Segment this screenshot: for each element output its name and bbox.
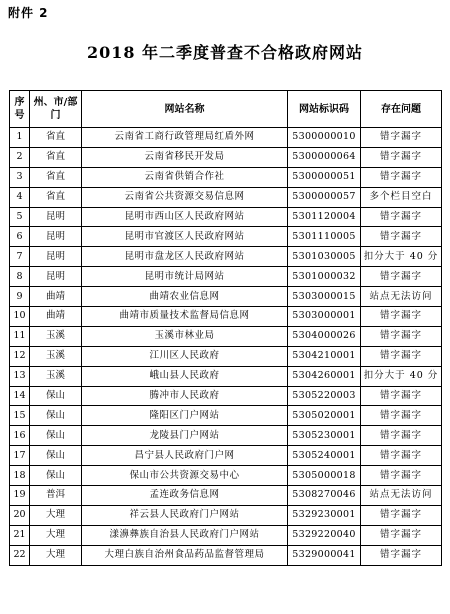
cell-seq: 12 bbox=[10, 346, 30, 366]
cell-site-code: 5305000018 bbox=[288, 466, 361, 486]
cell-site-name: 龙陵县门户网站 bbox=[82, 426, 288, 446]
cell-site-code: 5329230001 bbox=[288, 505, 361, 525]
cell-site-name: 云南省工商行政管理局红盾外网 bbox=[82, 128, 288, 148]
cell-site-name: 孟连政务信息网 bbox=[82, 486, 288, 506]
cell-site-code: 5329000041 bbox=[288, 545, 361, 565]
cell-issue: 扣分大于 40 分 bbox=[361, 366, 442, 386]
cell-issue: 错字漏字 bbox=[361, 505, 442, 525]
cell-site-code: 5301030005 bbox=[288, 247, 361, 267]
cell-issue: 错字漏字 bbox=[361, 207, 442, 227]
cell-site-name: 隆阳区门户网站 bbox=[82, 406, 288, 426]
cell-region: 保山 bbox=[30, 426, 82, 446]
cell-site-name: 曲靖农业信息网 bbox=[82, 287, 288, 307]
cell-region: 曲靖 bbox=[30, 287, 82, 307]
cell-seq: 14 bbox=[10, 386, 30, 406]
cell-issue: 错字漏字 bbox=[361, 525, 442, 545]
cell-site-name: 大理白族自治州食品药品监督管理局 bbox=[82, 545, 288, 565]
cell-seq: 4 bbox=[10, 187, 30, 207]
table-row bbox=[10, 326, 442, 346]
cell-site-code: 5305230001 bbox=[288, 426, 361, 446]
cell-site-code: 5308270046 bbox=[288, 486, 361, 506]
cell-site-name: 昆明市统计局网站 bbox=[82, 267, 288, 287]
cell-issue: 多个栏目空白 bbox=[361, 187, 442, 207]
cell-issue: 错字漏字 bbox=[361, 307, 442, 327]
cell-issue: 错字漏字 bbox=[361, 466, 442, 486]
header-site-name: 网站名称 bbox=[82, 91, 288, 128]
cell-region: 省直 bbox=[30, 147, 82, 167]
cell-site-name: 祥云县人民政府门户网站 bbox=[82, 505, 288, 525]
cell-issue: 错字漏字 bbox=[361, 386, 442, 406]
cell-region: 玉溪 bbox=[30, 346, 82, 366]
table-row bbox=[10, 167, 442, 187]
table-row bbox=[10, 307, 442, 327]
cell-site-name: 云南省公共资源交易信息网 bbox=[82, 187, 288, 207]
cell-site-name: 昆明市盘龙区人民政府网站 bbox=[82, 247, 288, 267]
cell-site-name: 峨山县人民政府 bbox=[82, 366, 288, 386]
cell-seq: 17 bbox=[10, 446, 30, 466]
cell-seq: 16 bbox=[10, 426, 30, 446]
header-site-code: 网站标识码 bbox=[288, 91, 361, 128]
cell-region: 省直 bbox=[30, 128, 82, 148]
cell-seq: 11 bbox=[10, 326, 30, 346]
cell-region: 昆明 bbox=[30, 247, 82, 267]
cell-site-code: 5301110005 bbox=[288, 227, 361, 247]
cell-region: 昆明 bbox=[30, 207, 82, 227]
cell-site-name: 云南省供销合作社 bbox=[82, 167, 288, 187]
cell-seq: 13 bbox=[10, 366, 30, 386]
cell-issue: 站点无法访问 bbox=[361, 287, 442, 307]
cell-issue: 错字漏字 bbox=[361, 128, 442, 148]
cell-region: 普洱 bbox=[30, 486, 82, 506]
cell-site-name: 昌宁县人民政府门户网 bbox=[82, 446, 288, 466]
cell-site-code: 5301000032 bbox=[288, 267, 361, 287]
cell-seq: 18 bbox=[10, 466, 30, 486]
cell-issue: 错字漏字 bbox=[361, 147, 442, 167]
cell-site-code: 5304210001 bbox=[288, 346, 361, 366]
cell-seq: 20 bbox=[10, 505, 30, 525]
cell-region: 保山 bbox=[30, 386, 82, 406]
cell-region: 大理 bbox=[30, 525, 82, 545]
table-row bbox=[10, 406, 442, 426]
cell-site-code: 5305240001 bbox=[288, 446, 361, 466]
cell-issue: 错字漏字 bbox=[361, 426, 442, 446]
cell-region: 曲靖 bbox=[30, 307, 82, 327]
cell-issue: 错字漏字 bbox=[361, 346, 442, 366]
cell-issue: 扣分大于 40 分 bbox=[361, 247, 442, 267]
cell-site-code: 5305220003 bbox=[288, 386, 361, 406]
cell-seq: 22 bbox=[10, 545, 30, 565]
table-row bbox=[10, 505, 442, 525]
cell-issue: 错字漏字 bbox=[361, 545, 442, 565]
cell-site-name: 昆明市官渡区人民政府网站 bbox=[82, 227, 288, 247]
table-row bbox=[10, 227, 442, 247]
table-row bbox=[10, 147, 442, 167]
table-row bbox=[10, 545, 442, 565]
table-row bbox=[10, 128, 442, 148]
cell-site-name: 曲靖市质量技术监督局信息网 bbox=[82, 307, 288, 327]
cell-seq: 1 bbox=[10, 128, 30, 148]
cell-seq: 19 bbox=[10, 486, 30, 506]
cell-seq: 7 bbox=[10, 247, 30, 267]
table-row bbox=[10, 525, 442, 545]
cell-region: 玉溪 bbox=[30, 326, 82, 346]
cell-site-code: 5300000010 bbox=[288, 128, 361, 148]
header-seq: 序号 bbox=[10, 91, 30, 128]
cell-seq: 2 bbox=[10, 147, 30, 167]
cell-site-code: 5304000026 bbox=[288, 326, 361, 346]
table-row bbox=[10, 267, 442, 287]
table-body bbox=[10, 128, 442, 566]
table-row bbox=[10, 426, 442, 446]
table-row bbox=[10, 466, 442, 486]
cell-site-code: 5303000001 bbox=[288, 307, 361, 327]
cell-site-code: 5300000051 bbox=[288, 167, 361, 187]
table-row bbox=[10, 486, 442, 506]
cell-site-code: 5329220040 bbox=[288, 525, 361, 545]
cell-seq: 9 bbox=[10, 287, 30, 307]
cell-seq: 8 bbox=[10, 267, 30, 287]
cell-site-code: 5300000064 bbox=[288, 147, 361, 167]
cell-site-name: 玉溪市林业局 bbox=[82, 326, 288, 346]
cell-issue: 站点无法访问 bbox=[361, 486, 442, 506]
cell-region: 保山 bbox=[30, 446, 82, 466]
table-row bbox=[10, 207, 442, 227]
cell-region: 省直 bbox=[30, 187, 82, 207]
table-row bbox=[10, 366, 442, 386]
cell-site-name: 江川区人民政府 bbox=[82, 346, 288, 366]
cell-site-code: 5301120004 bbox=[288, 207, 361, 227]
cell-site-name: 保山市公共资源交易中心 bbox=[82, 466, 288, 486]
cell-seq: 21 bbox=[10, 525, 30, 545]
cell-seq: 5 bbox=[10, 207, 30, 227]
cell-seq: 15 bbox=[10, 406, 30, 426]
cell-site-code: 5305020001 bbox=[288, 406, 361, 426]
cell-site-name: 漾濞彝族自治县人民政府门户网站 bbox=[82, 525, 288, 545]
page-title: 2018 年二季度普查不合格政府网站 bbox=[86, 43, 364, 62]
cell-region: 省直 bbox=[30, 167, 82, 187]
table-row bbox=[10, 386, 442, 406]
cell-region: 大理 bbox=[30, 545, 82, 565]
table-row bbox=[10, 346, 442, 366]
table-row bbox=[10, 287, 442, 307]
header-issue: 存在问题 bbox=[361, 91, 442, 128]
cell-issue: 错字漏字 bbox=[361, 326, 442, 346]
cell-issue: 错字漏字 bbox=[361, 227, 442, 247]
cell-region: 保山 bbox=[30, 406, 82, 426]
table-header-row bbox=[10, 91, 442, 128]
cell-region: 玉溪 bbox=[30, 366, 82, 386]
cell-site-name: 云南省移民开发局 bbox=[82, 147, 288, 167]
cell-region: 昆明 bbox=[30, 267, 82, 287]
cell-seq: 10 bbox=[10, 307, 30, 327]
cell-site-code: 5304260001 bbox=[288, 366, 361, 386]
table-row bbox=[10, 247, 442, 267]
cell-seq: 3 bbox=[10, 167, 30, 187]
cell-issue: 错字漏字 bbox=[361, 446, 442, 466]
attachment-label: 附件 2 bbox=[8, 6, 49, 20]
cell-region: 保山 bbox=[30, 466, 82, 486]
cell-site-code: 5300000057 bbox=[288, 187, 361, 207]
cell-issue: 错字漏字 bbox=[361, 167, 442, 187]
noncompliant-sites-table bbox=[9, 90, 442, 566]
cell-site-name: 腾冲市人民政府 bbox=[82, 386, 288, 406]
cell-region: 昆明 bbox=[30, 227, 82, 247]
cell-region: 大理 bbox=[30, 505, 82, 525]
table-row bbox=[10, 446, 442, 466]
cell-site-code: 5303000015 bbox=[288, 287, 361, 307]
table-row bbox=[10, 187, 442, 207]
cell-issue: 错字漏字 bbox=[361, 406, 442, 426]
cell-seq: 6 bbox=[10, 227, 30, 247]
header-region: 州、市/部门 bbox=[30, 91, 82, 128]
cell-site-name: 昆明市西山区人民政府网站 bbox=[82, 207, 288, 227]
cell-issue: 错字漏字 bbox=[361, 267, 442, 287]
